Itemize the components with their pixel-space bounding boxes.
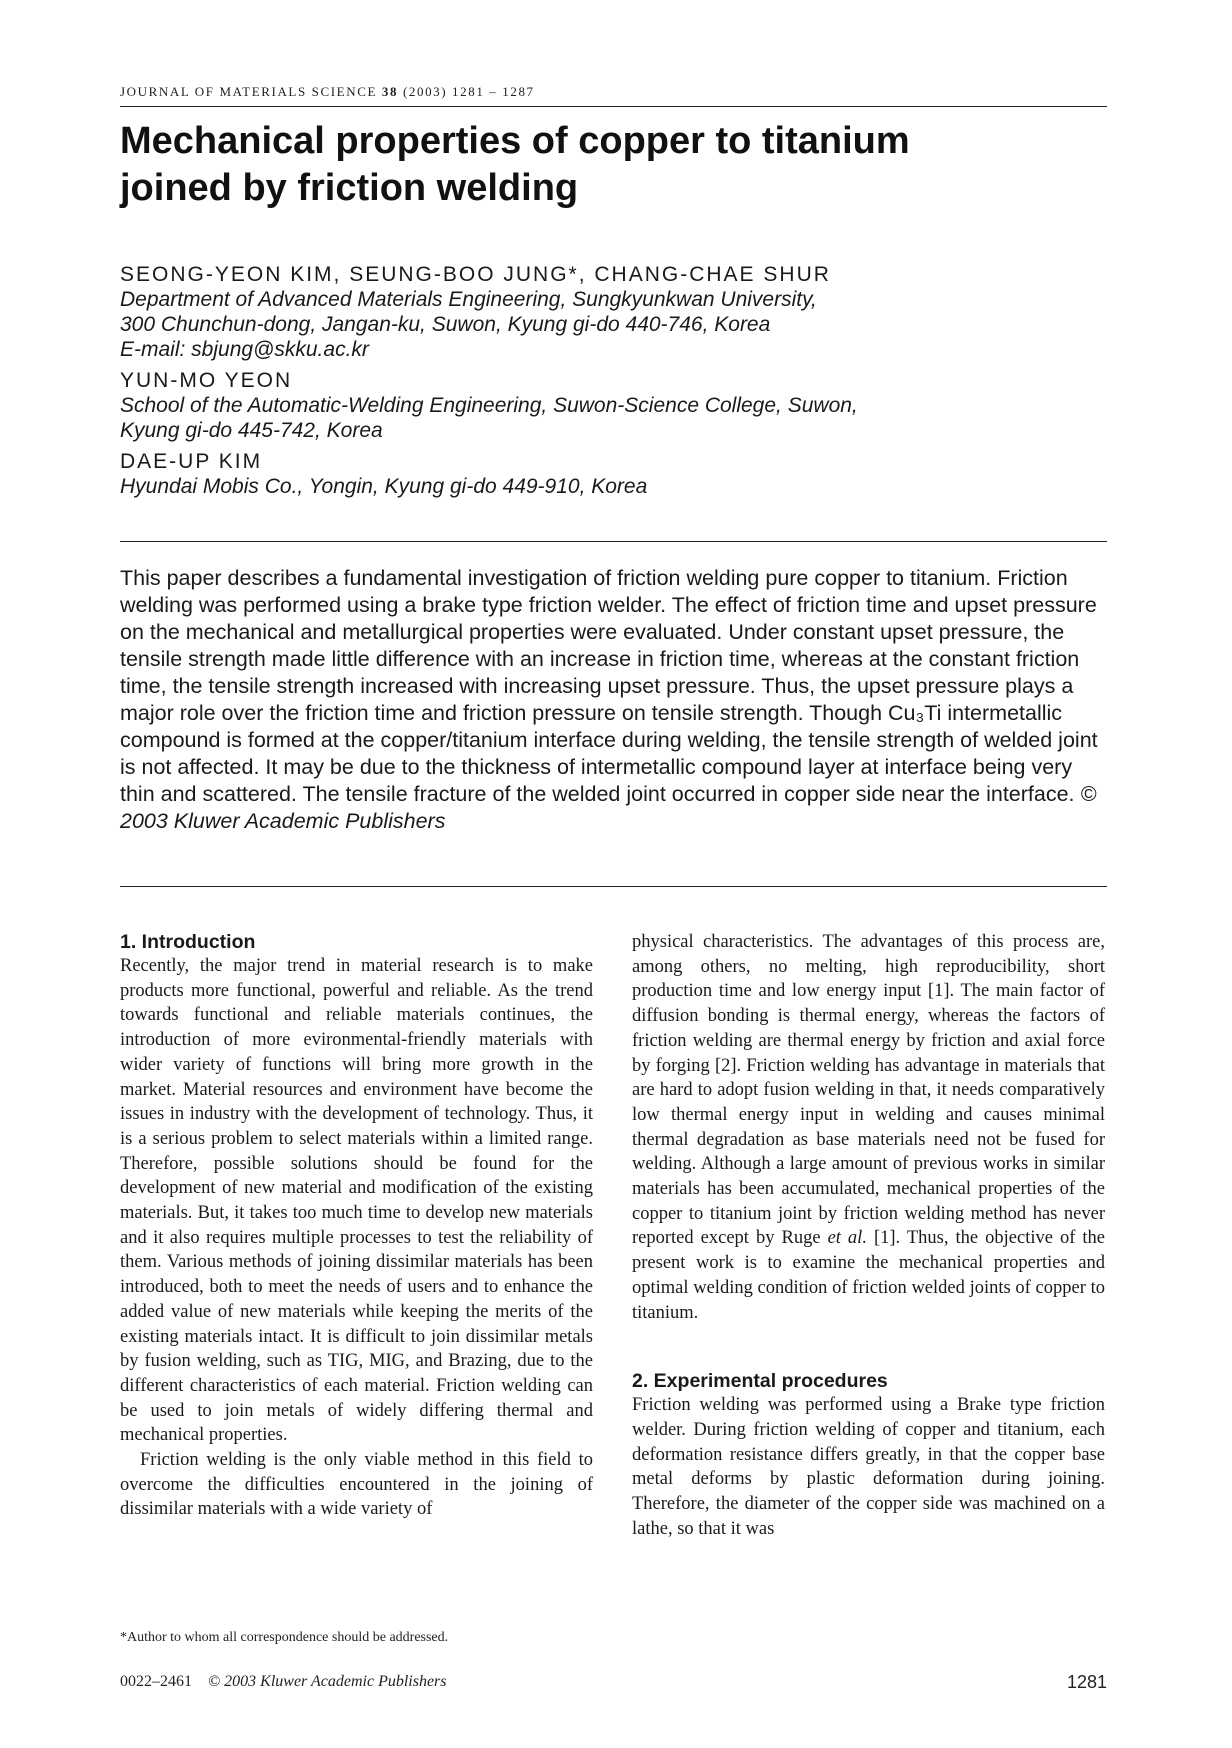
experimental-paragraph-1: Friction welding was performed using a Brake type friction welder. During friction welding of copper and titanium, each deformation resistance differs greatly, in that the copper base metal deforms by plastic deformation during joining. Therefore, the diameter of the copper side was machined on a lathe, so that it was <box>632 1395 1105 1539</box>
experimental-heading: 2. Experimental procedures <box>632 1370 888 1393</box>
intro-cont-text-a: physical characteristics. The advantages of this process are, among others, no melting, high reproducibility, short production time and low energy input [1]. The main factor of diffusion bonding is thermal energy, whereas the factors of friction welding are thermal energy by friction and axial force by forging [2]. Friction welding has advantage in materials that are hard to adopt fusion welding in that, it needs comparatively low thermal energy input in welding and causes minimal thermal degradation as base materials need not be fused for welding. Although a large amount of previous works in similar materials has been accumulated, mechanical properties of the copper to titanium joint by friction welding method has never reported except by Ruge <box>632 932 1105 1249</box>
affiliation-2-line-2: Kyung gi-do 445-742, Korea <box>120 419 383 442</box>
affiliation-3-line-1: Hyundai Mobis Co., Yongin, Kyung gi-do 449-910, Korea <box>120 475 648 498</box>
affiliation-1-line-1: Department of Advanced Materials Engineering, Sungkyunkwan University, <box>120 288 817 311</box>
affiliation-1-line-2: 300 Chunchun-dong, Jangan-ku, Suwon, Kyung gi-do 440-746, Korea <box>120 313 771 336</box>
author-block-3 <box>120 449 1107 499</box>
journal-volume: 38 <box>381 84 399 99</box>
footer-copyright: © 2003 Kluwer Academic Publishers <box>208 1673 447 1690</box>
author-names-1: SEONG-YEON KIM, SEUNG-BOO JUNG*, CHANG-CHAE SHUR <box>120 263 831 286</box>
abstract-top-rule <box>120 541 1107 542</box>
abstract-copyright: © 2003 Kluwer Academic Publishers <box>120 782 1097 833</box>
header-rule <box>120 106 1107 107</box>
author-block-1 <box>120 262 1107 362</box>
et-al: et al. <box>827 1228 867 1249</box>
introduction-paragraph-1: Recently, the major trend in material research is to make products more functional, powerful and reliable. As the trend towards functional and reliable materials continues, the introduction of more evironmental-friendly materials with wider variety of functions will bring more growth in the market. Material resources and environment have become the issues in industry with the development of technology. Thus, it is a serious problem to select materials within a limited range. Therefore, possible solutions should be found for the development of new material and modification of the existing materials. But, it takes too much time to develop new materials and it also requires multiple processes to test the reliability of them. Various methods of joining dissimilar materials has been introduced, both to meet the needs of users and to enhance the added value of new materials while keeping the merits of the existing materials intact. It is difficult to join dissimilar metals by fusion welding, such as TIG, MIG, and Brazing, due to the different characteristics of each material. Friction welding can be used to join metals of widely differing thermal and mechanical properties. <box>120 956 593 1446</box>
paper-title <box>120 118 1107 212</box>
author-block-2 <box>120 368 1107 443</box>
footer-info <box>120 1673 447 1691</box>
journal-name: JOURNAL OF MATERIALS SCIENCE <box>120 84 378 99</box>
title-line-2: joined by friction welding <box>120 167 579 209</box>
journal-year-pages: (2003) 1281 – 1287 <box>402 84 535 99</box>
affiliation-1-email[interactable]: E-mail: sbjung@skku.ac.kr <box>120 338 369 361</box>
affiliation-2-line-1: School of the Automatic-Welding Engineering, Suwon-Science College, Suwon, <box>120 394 858 417</box>
author-names-2: YUN-MO YEON <box>120 369 293 392</box>
abstract <box>120 565 1107 835</box>
footer-issn: 0022–2461 <box>120 1673 192 1690</box>
journal-header <box>120 84 1107 100</box>
author-list <box>120 262 1107 505</box>
title-line-1: Mechanical properties of copper to titanium <box>120 120 910 162</box>
introduction-heading: 1. Introduction <box>120 931 256 953</box>
intro-cont-text-b: [1]. Thus, the objective of the present work is to examine the mechanical properties and optimal welding condition of friction welded joints of copper to titanium. <box>632 1228 1105 1323</box>
footnote: *Author to whom all correspondence should be addressed. <box>120 1630 449 1645</box>
abstract-text: This paper describes a fundamental investigation of friction welding pure copper to titanium. Friction welding was performed using a brake type friction welder. The effect of friction time and upset pressure on the mechanical and metallurgical properties were evaluated. Under constant upset pressure, the tensile strength made little difference with an increase in friction time, whereas at the constant friction time, the tensile strength increased with increasing upset pressure. Thus, the upset pressure plays a major role over the friction time and friction pressure on tensile strength. Though Cu₃Ti intermetallic compound is formed at the copper/titanium interface during welding, the tensile strength of welded joint is not affected. It may be due to the thickness of intermetallic compound layer at interface being very thin and scattered. The tensile fracture of the welded joint occurred in copper side near the interface. <box>120 566 1098 806</box>
introduction-paragraph-2: Friction welding is the only viable method in this field to overcome the difficulties encountered in the joining of dissimilar materials with a wide variety of <box>120 1450 593 1520</box>
abstract-bottom-rule <box>120 886 1107 887</box>
paper-page <box>120 0 1107 1748</box>
right-column <box>632 930 1105 1541</box>
page-number: 1281 <box>1066 1672 1107 1692</box>
author-names-3: DAE-UP KIM <box>120 450 263 473</box>
introduction-continued <box>632 930 1105 1325</box>
left-column <box>120 930 593 1522</box>
